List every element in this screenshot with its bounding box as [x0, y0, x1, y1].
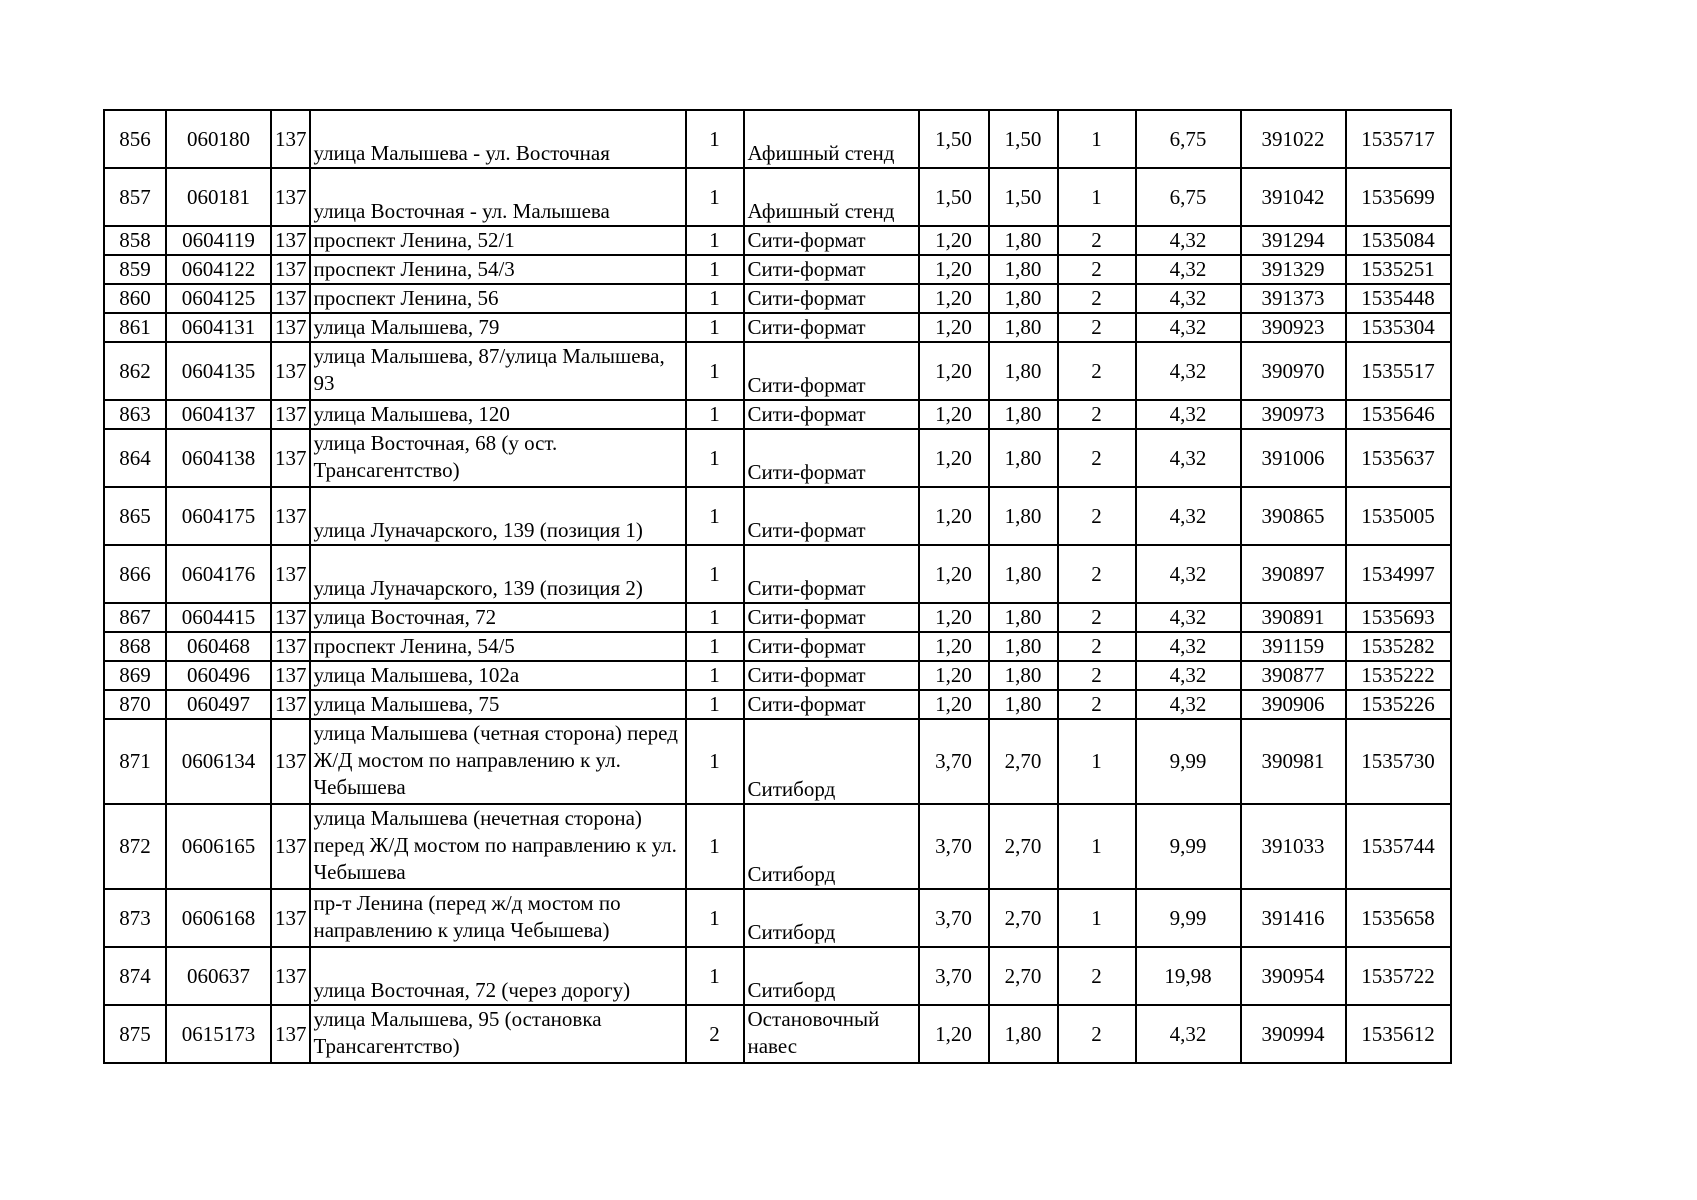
address-cell: улица Малышева, 87/улица Малышева, 93 — [310, 342, 686, 400]
height-cell: 1,80 — [989, 226, 1058, 255]
object-id-cell: 0604125 — [166, 284, 271, 313]
width-cell: 3,70 — [919, 804, 989, 889]
structure-type-cell: Ситиборд — [744, 947, 919, 1005]
sides-cell: 2 — [1058, 429, 1136, 487]
sides-cell: 2 — [1058, 255, 1136, 284]
height-cell: 1,50 — [989, 110, 1058, 168]
address-cell: улица Малышева, 120 — [310, 400, 686, 429]
width-cell: 3,70 — [919, 889, 989, 947]
address-cell: проспект Ленина, 52/1 — [310, 226, 686, 255]
table-row — [104, 487, 1451, 545]
row-number-cell: 858 — [104, 226, 166, 255]
row-number-cell: 862 — [104, 342, 166, 400]
quantity-cell: 1 — [686, 487, 744, 545]
quantity-cell: 1 — [686, 284, 744, 313]
table-row — [104, 168, 1451, 226]
area-cell: 4,32 — [1136, 255, 1241, 284]
quantity-cell: 1 — [686, 690, 744, 719]
table-row — [104, 255, 1451, 284]
quantity-cell: 1 — [686, 947, 744, 1005]
quantity-cell: 2 — [686, 1005, 744, 1063]
object-id-cell: 060468 — [166, 632, 271, 661]
row-number-cell: 870 — [104, 690, 166, 719]
structure-type-cell: Сити-формат — [744, 545, 919, 603]
structure-type-cell: Афишный стенд — [744, 110, 919, 168]
quantity-cell: 1 — [686, 804, 744, 889]
table-row — [104, 889, 1451, 947]
table-row — [104, 110, 1451, 168]
coord-x-cell: 390970 — [1241, 342, 1346, 400]
height-cell: 2,70 — [989, 719, 1058, 804]
height-cell: 2,70 — [989, 947, 1058, 1005]
area-cell: 9,99 — [1136, 804, 1241, 889]
district-code-cell: 137 — [271, 947, 310, 1005]
sides-cell: 2 — [1058, 487, 1136, 545]
object-id-cell: 0604122 — [166, 255, 271, 284]
row-number-cell: 863 — [104, 400, 166, 429]
coord-y-cell: 1535282 — [1346, 632, 1451, 661]
coord-y-cell: 1535222 — [1346, 661, 1451, 690]
district-code-cell: 137 — [271, 690, 310, 719]
width-cell: 1,20 — [919, 1005, 989, 1063]
coord-y-cell: 1535693 — [1346, 603, 1451, 632]
district-code-cell: 137 — [271, 110, 310, 168]
height-cell: 1,80 — [989, 545, 1058, 603]
district-code-cell: 137 — [271, 313, 310, 342]
district-code-cell: 137 — [271, 284, 310, 313]
area-cell: 4,32 — [1136, 603, 1241, 632]
table-row — [104, 400, 1451, 429]
table-row — [104, 603, 1451, 632]
height-cell: 1,80 — [989, 690, 1058, 719]
object-id-cell: 0606134 — [166, 719, 271, 804]
quantity-cell: 1 — [686, 168, 744, 226]
area-cell: 4,32 — [1136, 632, 1241, 661]
sides-cell: 1 — [1058, 719, 1136, 804]
table-row — [104, 719, 1451, 804]
structure-type-cell: Сити-формат — [744, 603, 919, 632]
coord-y-cell: 1535699 — [1346, 168, 1451, 226]
coord-y-cell: 1535658 — [1346, 889, 1451, 947]
object-id-cell: 060497 — [166, 690, 271, 719]
height-cell: 1,80 — [989, 400, 1058, 429]
quantity-cell: 1 — [686, 603, 744, 632]
width-cell: 1,20 — [919, 400, 989, 429]
area-cell: 4,32 — [1136, 661, 1241, 690]
table-row — [104, 429, 1451, 487]
coord-y-cell: 1535226 — [1346, 690, 1451, 719]
object-id-cell: 060637 — [166, 947, 271, 1005]
district-code-cell: 137 — [271, 632, 310, 661]
coord-y-cell: 1535646 — [1346, 400, 1451, 429]
address-cell: проспект Ленина, 56 — [310, 284, 686, 313]
structure-type-cell: Остановочный навес — [744, 1005, 919, 1063]
row-number-cell: 856 — [104, 110, 166, 168]
area-cell: 4,32 — [1136, 545, 1241, 603]
object-id-cell: 0604415 — [166, 603, 271, 632]
row-number-cell: 865 — [104, 487, 166, 545]
quantity-cell: 1 — [686, 226, 744, 255]
area-cell: 9,99 — [1136, 719, 1241, 804]
width-cell: 1,20 — [919, 661, 989, 690]
width-cell: 1,20 — [919, 255, 989, 284]
coord-x-cell: 391329 — [1241, 255, 1346, 284]
district-code-cell: 137 — [271, 719, 310, 804]
address-cell: улица Восточная - ул. Малышева — [310, 168, 686, 226]
sides-cell: 2 — [1058, 690, 1136, 719]
width-cell: 1,50 — [919, 110, 989, 168]
coord-y-cell: 1535084 — [1346, 226, 1451, 255]
height-cell: 1,80 — [989, 487, 1058, 545]
table-row — [104, 545, 1451, 603]
structure-type-cell: Сити-формат — [744, 342, 919, 400]
district-code-cell: 137 — [271, 342, 310, 400]
address-cell: проспект Ленина, 54/5 — [310, 632, 686, 661]
area-cell: 6,75 — [1136, 168, 1241, 226]
structure-type-cell: Сити-формат — [744, 429, 919, 487]
quantity-cell: 1 — [686, 400, 744, 429]
object-id-cell: 0604176 — [166, 545, 271, 603]
address-cell: улица Малышева, 102а — [310, 661, 686, 690]
structure-type-cell: Сити-формат — [744, 661, 919, 690]
structure-type-cell: Ситиборд — [744, 719, 919, 804]
sides-cell: 2 — [1058, 1005, 1136, 1063]
object-id-cell: 060181 — [166, 168, 271, 226]
district-code-cell: 137 — [271, 661, 310, 690]
district-code-cell: 137 — [271, 226, 310, 255]
structure-type-cell: Сити-формат — [744, 690, 919, 719]
area-cell: 4,32 — [1136, 429, 1241, 487]
table-row — [104, 226, 1451, 255]
row-number-cell: 859 — [104, 255, 166, 284]
height-cell: 2,70 — [989, 889, 1058, 947]
structure-type-cell: Сити-формат — [744, 400, 919, 429]
width-cell: 1,20 — [919, 603, 989, 632]
coord-x-cell: 390923 — [1241, 313, 1346, 342]
sides-cell: 2 — [1058, 545, 1136, 603]
address-cell: улица Восточная, 72 — [310, 603, 686, 632]
area-cell: 19,98 — [1136, 947, 1241, 1005]
object-id-cell: 0604175 — [166, 487, 271, 545]
table-row — [104, 1005, 1451, 1063]
district-code-cell: 137 — [271, 487, 310, 545]
address-cell: проспект Ленина, 54/3 — [310, 255, 686, 284]
sides-cell: 2 — [1058, 400, 1136, 429]
coord-x-cell: 390877 — [1241, 661, 1346, 690]
district-code-cell: 137 — [271, 545, 310, 603]
coord-x-cell: 390891 — [1241, 603, 1346, 632]
row-number-cell: 875 — [104, 1005, 166, 1063]
quantity-cell: 1 — [686, 342, 744, 400]
address-cell: улица Луначарского, 139 (позиция 2) — [310, 545, 686, 603]
structure-type-cell: Ситиборд — [744, 889, 919, 947]
coord-x-cell: 391159 — [1241, 632, 1346, 661]
structure-type-cell: Сити-формат — [744, 632, 919, 661]
width-cell: 1,20 — [919, 545, 989, 603]
coord-y-cell: 1535637 — [1346, 429, 1451, 487]
address-cell: улица Малышева (четная сторона) перед Ж/Д мостом по направлению к ул. Чебышева — [310, 719, 686, 804]
sides-cell: 2 — [1058, 226, 1136, 255]
row-number-cell: 857 — [104, 168, 166, 226]
row-number-cell: 871 — [104, 719, 166, 804]
quantity-cell: 1 — [686, 255, 744, 284]
address-cell: пр-т Ленина (перед ж/д мостом по направлению к улица Чебышева) — [310, 889, 686, 947]
structure-type-cell: Сити-формат — [744, 226, 919, 255]
object-id-cell: 0615173 — [166, 1005, 271, 1063]
area-cell: 9,99 — [1136, 889, 1241, 947]
quantity-cell: 1 — [686, 313, 744, 342]
object-id-cell: 0604137 — [166, 400, 271, 429]
height-cell: 1,80 — [989, 1005, 1058, 1063]
area-cell: 4,32 — [1136, 690, 1241, 719]
address-cell: улица Восточная, 72 (через дорогу) — [310, 947, 686, 1005]
quantity-cell: 1 — [686, 889, 744, 947]
row-number-cell: 860 — [104, 284, 166, 313]
row-number-cell: 874 — [104, 947, 166, 1005]
address-cell: улица Малышева, 95 (остановка Трансагентство) — [310, 1005, 686, 1063]
table-row — [104, 661, 1451, 690]
width-cell: 1,20 — [919, 487, 989, 545]
coord-x-cell: 391006 — [1241, 429, 1346, 487]
sides-cell: 2 — [1058, 947, 1136, 1005]
structure-type-cell: Афишный стенд — [744, 168, 919, 226]
area-cell: 4,32 — [1136, 1005, 1241, 1063]
area-cell: 6,75 — [1136, 110, 1241, 168]
width-cell: 3,70 — [919, 947, 989, 1005]
height-cell: 1,80 — [989, 342, 1058, 400]
height-cell: 1,80 — [989, 313, 1058, 342]
sides-cell: 2 — [1058, 284, 1136, 313]
advertising-structures-table — [103, 109, 1452, 1064]
height-cell: 1,80 — [989, 661, 1058, 690]
area-cell: 4,32 — [1136, 342, 1241, 400]
width-cell: 3,70 — [919, 719, 989, 804]
structure-type-cell: Сити-формат — [744, 255, 919, 284]
width-cell: 1,20 — [919, 284, 989, 313]
quantity-cell: 1 — [686, 110, 744, 168]
address-cell: улица Восточная, 68 (у ост. Трансагентство) — [310, 429, 686, 487]
coord-x-cell: 390973 — [1241, 400, 1346, 429]
district-code-cell: 137 — [271, 804, 310, 889]
object-id-cell: 0604138 — [166, 429, 271, 487]
object-id-cell: 060180 — [166, 110, 271, 168]
coord-x-cell: 390954 — [1241, 947, 1346, 1005]
coord-y-cell: 1535005 — [1346, 487, 1451, 545]
table-row — [104, 947, 1451, 1005]
coord-y-cell: 1535722 — [1346, 947, 1451, 1005]
district-code-cell: 137 — [271, 400, 310, 429]
sides-cell: 1 — [1058, 168, 1136, 226]
height-cell: 1,80 — [989, 632, 1058, 661]
object-id-cell: 0604131 — [166, 313, 271, 342]
width-cell: 1,20 — [919, 226, 989, 255]
height-cell: 1,50 — [989, 168, 1058, 226]
coord-y-cell: 1535730 — [1346, 719, 1451, 804]
table-row — [104, 342, 1451, 400]
address-cell: улица Малышева (нечетная сторона) перед Ж/Д мостом по направлению к ул. Чебышева — [310, 804, 686, 889]
coord-y-cell: 1535744 — [1346, 804, 1451, 889]
table-row — [104, 690, 1451, 719]
district-code-cell: 137 — [271, 168, 310, 226]
quantity-cell: 1 — [686, 632, 744, 661]
height-cell: 1,80 — [989, 284, 1058, 313]
height-cell: 1,80 — [989, 603, 1058, 632]
coord-x-cell: 391373 — [1241, 284, 1346, 313]
width-cell: 1,20 — [919, 429, 989, 487]
structure-type-cell: Сити-формат — [744, 313, 919, 342]
district-code-cell: 137 — [271, 603, 310, 632]
coord-y-cell: 1535517 — [1346, 342, 1451, 400]
district-code-cell: 137 — [271, 1005, 310, 1063]
sides-cell: 2 — [1058, 661, 1136, 690]
address-cell: улица Малышева, 75 — [310, 690, 686, 719]
width-cell: 1,20 — [919, 690, 989, 719]
coord-x-cell: 391416 — [1241, 889, 1346, 947]
district-code-cell: 137 — [271, 429, 310, 487]
coord-x-cell: 391033 — [1241, 804, 1346, 889]
structure-type-cell: Сити-формат — [744, 284, 919, 313]
width-cell: 1,20 — [919, 632, 989, 661]
sides-cell: 2 — [1058, 313, 1136, 342]
row-number-cell: 861 — [104, 313, 166, 342]
area-cell: 4,32 — [1136, 400, 1241, 429]
table-row — [104, 284, 1451, 313]
object-id-cell: 0606165 — [166, 804, 271, 889]
area-cell: 4,32 — [1136, 226, 1241, 255]
coord-y-cell: 1535612 — [1346, 1005, 1451, 1063]
sides-cell: 2 — [1058, 603, 1136, 632]
quantity-cell: 1 — [686, 661, 744, 690]
sides-cell: 2 — [1058, 632, 1136, 661]
coord-x-cell: 391042 — [1241, 168, 1346, 226]
address-cell: улица Луначарского, 139 (позиция 1) — [310, 487, 686, 545]
table-row — [104, 313, 1451, 342]
district-code-cell: 137 — [271, 255, 310, 284]
quantity-cell: 1 — [686, 545, 744, 603]
coord-x-cell: 390906 — [1241, 690, 1346, 719]
row-number-cell: 867 — [104, 603, 166, 632]
object-id-cell: 0604119 — [166, 226, 271, 255]
row-number-cell: 873 — [104, 889, 166, 947]
structure-type-cell: Сити-формат — [744, 487, 919, 545]
table-row — [104, 632, 1451, 661]
quantity-cell: 1 — [686, 429, 744, 487]
sides-cell: 1 — [1058, 804, 1136, 889]
height-cell: 2,70 — [989, 804, 1058, 889]
area-cell: 4,32 — [1136, 284, 1241, 313]
coord-x-cell: 391294 — [1241, 226, 1346, 255]
width-cell: 1,20 — [919, 342, 989, 400]
row-number-cell: 868 — [104, 632, 166, 661]
sides-cell: 1 — [1058, 889, 1136, 947]
area-cell: 4,32 — [1136, 487, 1241, 545]
coord-y-cell: 1535304 — [1346, 313, 1451, 342]
row-number-cell: 872 — [104, 804, 166, 889]
coord-y-cell: 1535251 — [1346, 255, 1451, 284]
object-id-cell: 0604135 — [166, 342, 271, 400]
width-cell: 1,50 — [919, 168, 989, 226]
height-cell: 1,80 — [989, 255, 1058, 284]
row-number-cell: 864 — [104, 429, 166, 487]
coord-x-cell: 390994 — [1241, 1005, 1346, 1063]
coord-x-cell: 390981 — [1241, 719, 1346, 804]
coord-x-cell: 390865 — [1241, 487, 1346, 545]
width-cell: 1,20 — [919, 313, 989, 342]
table-row — [104, 804, 1451, 889]
sides-cell: 1 — [1058, 110, 1136, 168]
address-cell: улица Малышева, 79 — [310, 313, 686, 342]
coord-y-cell: 1534997 — [1346, 545, 1451, 603]
coord-x-cell: 391022 — [1241, 110, 1346, 168]
structure-type-cell: Ситиборд — [744, 804, 919, 889]
district-code-cell: 137 — [271, 889, 310, 947]
object-id-cell: 060496 — [166, 661, 271, 690]
area-cell: 4,32 — [1136, 313, 1241, 342]
coord-y-cell: 1535448 — [1346, 284, 1451, 313]
row-number-cell: 869 — [104, 661, 166, 690]
quantity-cell: 1 — [686, 719, 744, 804]
coord-y-cell: 1535717 — [1346, 110, 1451, 168]
address-cell: улица Малышева - ул. Восточная — [310, 110, 686, 168]
object-id-cell: 0606168 — [166, 889, 271, 947]
height-cell: 1,80 — [989, 429, 1058, 487]
row-number-cell: 866 — [104, 545, 166, 603]
sides-cell: 2 — [1058, 342, 1136, 400]
coord-x-cell: 390897 — [1241, 545, 1346, 603]
